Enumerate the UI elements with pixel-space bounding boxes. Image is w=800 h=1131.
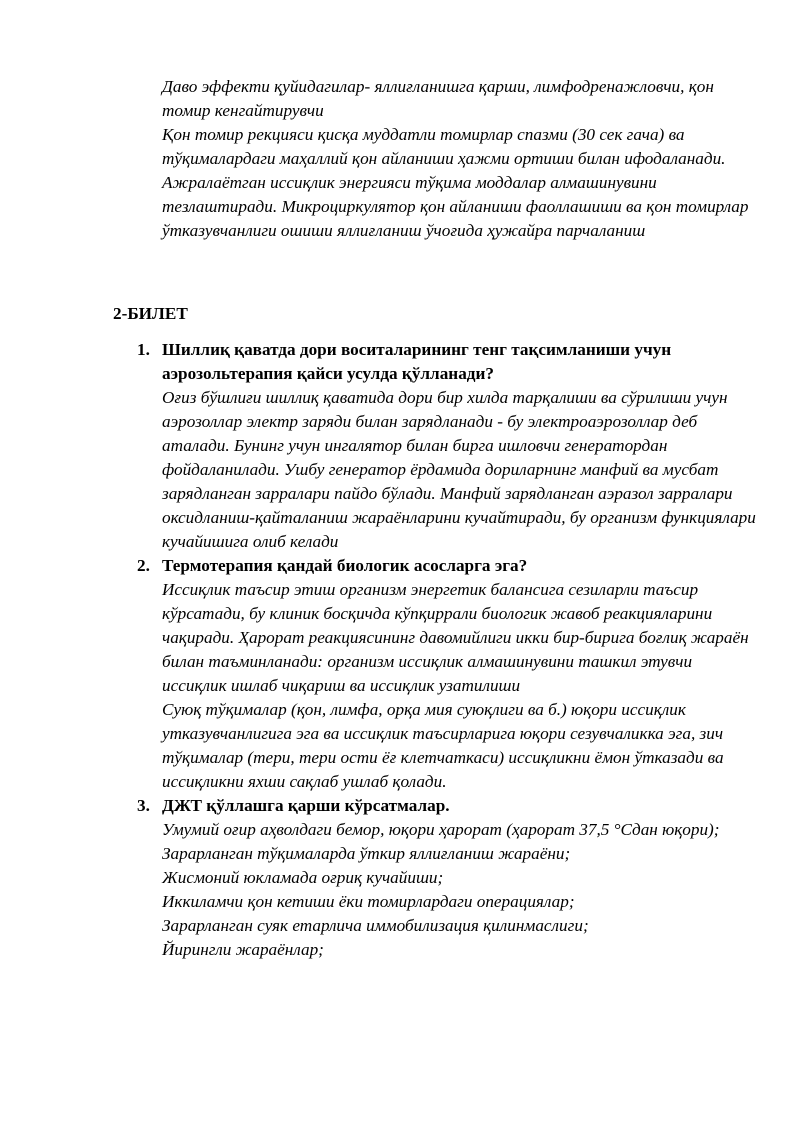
answer-line: Суюқ тўқималар (қон, лимфа, орқа мия суюқлиги ва б.) юқори иссиқлик утказувчанлигига эга ва иссиқлик таъсирларига юқори сезувчаликка эга, зич тўқималар (тери, тери ости ёғ клетчаткаси) иссиқликни ёмон ўтказади ва иссиқликни яхши сақлаб ушлаб қолади. — [162, 700, 724, 791]
question-number: 3. — [137, 796, 150, 815]
question-number: 1. — [137, 340, 150, 359]
answer-line: Зарарланган тўқималарда ўткир яллиғланиш жараёни; — [162, 844, 571, 863]
question-item — [137, 554, 757, 794]
answer-line: Умумий оғир аҳволдаги бемор, юқори ҳарорат (ҳарорат 37,5 °Сдан юқори); — [162, 820, 720, 839]
question-number: 2. — [137, 556, 150, 575]
intro-line: Қон томир рекцияси қисқа муддатли томирлар спазми (30 сек гача) ва тўқималардаги маҳаллий қон айланиши ҳажми ортиши билан ифодаланади. Ажралаётган иссиқлик энергияси тўқима моддалар алмашинувини тезлаштиради. Микроциркулятор қон айланиши фаоллашиши ва қон томирлар ўтказувчанлиги ошиши яллиғланиш ўчоғида ҳужайра парчаланиш — [162, 125, 749, 240]
question-item — [137, 338, 757, 554]
question-title: ДЖТ қўллашга қарши кўрсатмалар. — [162, 796, 450, 815]
question-title: Шиллиқ қаватда дори воситаларининг тенг тақсимланиши учун аэрозольтерапия қайси усулда қўлланади? — [162, 340, 672, 383]
answer-block — [162, 818, 757, 962]
answer-line: Оғиз бўшлиғи шиллиқ қаватида дори бир хилда тарқалиши ва сўрилиши учун аэрозоллар электр заряди билан зарядланади - бу электроаэрозоллар деб аталади. Бунинг учун ингалятор билан бирга ишловчи генератордан фойдаланилади. Ушбу генератор ёрдамида дориларнинг манфий ва мусбат зарядланган зарралари пайдо бўлади. Манфий зарядланган аэразол зарралари оксидланиш-қайталаниш жараёнларини кучайтиради, бу организм функциялари кучайишига олиб келади — [162, 388, 756, 551]
answer-line: Иссиқлик таъсир этиш организм энергетик балансига сезиларли таъсир кўрсатади, бу клиник босқичда кўпқиррали биологик жавоб реакцияларини чақиради. Ҳарорат реакциясининг давомийлиги икки бир-бирига боғлиқ жараён билан таъминланади: организм иссиқлик алмашинувини ташкил этувчи иссиқлик ишлаб чиқариш ва иссиқлик узатилиши — [162, 580, 749, 695]
answer-block — [162, 386, 757, 554]
answer-line: Зарарланган суяк етарлича иммобилизация қилинмаслиги; — [162, 916, 589, 935]
question-title: Термотерапия қандай биологик асосларга эга? — [162, 556, 528, 575]
answer-line: Йирингли жараёнлар; — [162, 940, 324, 959]
intro-paragraph — [162, 75, 762, 243]
question-list — [137, 338, 757, 962]
intro-line: Даво эффекти қуйидагилар- яллиғланишга қарши, лимфодренажловчи, қон томир кенгайтирувчи — [162, 77, 714, 120]
answer-line: Иккиламчи қон кетиши ёки томирлардаги операциялар; — [162, 892, 575, 911]
ticket-heading: 2-БИЛЕТ — [113, 304, 188, 323]
answer-line: Жисмоний юкламада оғриқ кучайиши; — [162, 868, 444, 887]
question-item — [137, 794, 757, 962]
answer-block — [162, 578, 757, 794]
